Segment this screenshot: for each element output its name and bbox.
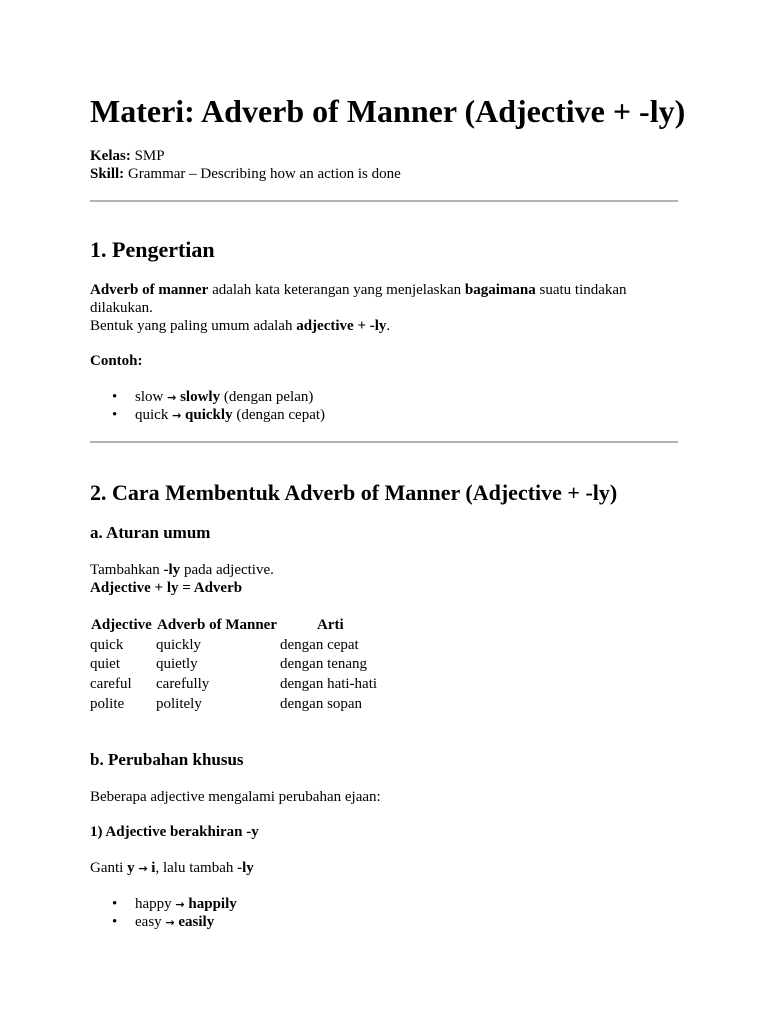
period: .	[386, 318, 391, 334]
list-item	[135, 913, 214, 932]
letter-y: y	[127, 860, 135, 876]
list-item	[135, 406, 325, 425]
letter-i: i	[151, 860, 156, 876]
definition-line-1	[90, 281, 627, 299]
arrow-icon: →	[175, 898, 185, 911]
list-item	[135, 388, 313, 407]
kelas-value: SMP	[134, 148, 165, 164]
bullet-icon: •	[112, 407, 118, 423]
example-adverb: slowly	[180, 389, 221, 405]
table-cell: politely	[156, 696, 202, 712]
table-header-adjective: Adjective	[91, 617, 152, 633]
common-form-formula: adjective + -ly	[296, 318, 387, 334]
contoh-text: Contoh:	[90, 353, 143, 369]
table-cell: careful	[90, 676, 132, 692]
arrow-icon: →	[172, 409, 182, 422]
bullet-icon: •	[112, 389, 118, 405]
ganti-line	[90, 859, 254, 878]
table-cell: quick	[90, 637, 124, 653]
arrow-icon: →	[167, 391, 177, 404]
table-cell: quietly	[156, 656, 198, 672]
suffix-ly: -ly	[237, 860, 254, 876]
example-meaning: (dengan pelan)	[223, 389, 314, 405]
term-adverb-of-manner: Adverb of manner	[90, 282, 209, 298]
ganti-text-2: , lalu tambah	[155, 860, 234, 876]
table-cell: quiet	[90, 656, 120, 672]
example-base: slow	[135, 389, 164, 405]
table-cell: dengan sopan	[280, 696, 363, 712]
example-base: easy	[135, 914, 162, 930]
kelas-label: Kelas:	[90, 148, 131, 164]
table-header-arti: Arti	[317, 617, 344, 633]
example-adverb: quickly	[185, 407, 233, 423]
formula	[90, 579, 242, 597]
table-cell: quickly	[156, 637, 201, 653]
table-cell: dengan hati-hati	[280, 676, 378, 692]
rule-1-heading: 1) Adjective berakhiran -y	[90, 824, 259, 840]
common-form-line	[90, 317, 390, 335]
definition-line-2: dilakukan.	[90, 300, 153, 316]
ganti-text: Ganti	[90, 860, 124, 876]
page-title: Materi: Adverb of Manner (Adjective + -ly)	[90, 93, 686, 129]
divider	[90, 200, 678, 202]
section-2-heading: 2. Cara Membentuk Adverb of Manner (Adjective + -ly)	[90, 480, 618, 505]
contoh-label	[90, 352, 143, 370]
subsection-b-heading: b. Perubahan khusus	[90, 750, 244, 769]
rule-suffix: -ly	[163, 562, 181, 578]
table-cell: polite	[90, 696, 125, 712]
example-adverb: easily	[178, 914, 215, 930]
meta-kelas	[90, 147, 165, 165]
arrow-icon: →	[138, 862, 148, 875]
skill-label: Skill:	[90, 166, 125, 182]
definition-text-2: suatu tindakan	[539, 282, 627, 298]
table-cell: dengan cepat	[280, 637, 359, 653]
table-header-adverb: Adverb of Manner	[157, 617, 277, 633]
table-cell: dengan tenang	[280, 656, 368, 672]
rule-text-2: pada adjective.	[183, 562, 274, 578]
intro-b: Beberapa adjective mengalami perubahan ejaan:	[90, 789, 381, 805]
table-cell: carefully	[156, 676, 210, 692]
divider	[90, 441, 678, 443]
subsection-a-heading: a. Aturan umum	[90, 523, 211, 542]
term-bagaimana: bagaimana	[464, 282, 536, 298]
skill-value: Grammar – Describing how an action is done	[127, 166, 401, 182]
example-base: happy	[135, 896, 172, 912]
example-meaning: (dengan cepat)	[236, 407, 326, 423]
formula-text: Adjective + ly = Adverb	[90, 580, 243, 596]
list-item	[135, 895, 237, 914]
definition-text: adalah kata keterangan yang menjelaskan	[212, 282, 462, 298]
common-form-text: Bentuk yang paling umum adalah	[90, 318, 293, 334]
arrow-icon: →	[165, 916, 175, 929]
example-adverb: happily	[188, 896, 237, 912]
bullet-icon: •	[112, 914, 118, 930]
example-base: quick	[135, 407, 169, 423]
section-1-heading: 1. Pengertian	[90, 237, 215, 262]
meta-skill	[90, 165, 401, 183]
rule-text: Tambahkan	[90, 562, 160, 578]
rule-line	[90, 561, 274, 579]
bullet-icon: •	[112, 896, 118, 912]
